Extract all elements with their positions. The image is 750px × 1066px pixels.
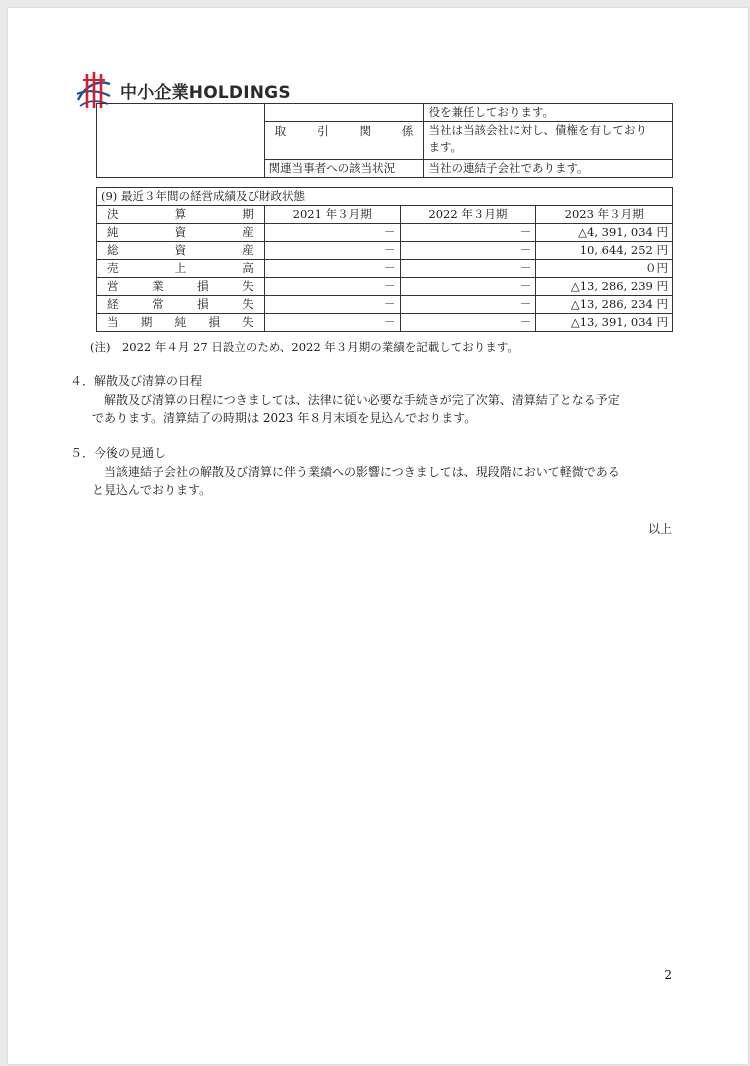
cell-label-related-party: 関連当事者への該当状況	[264, 160, 424, 178]
column-header: 2023 年３月期	[536, 206, 673, 224]
blank-cell	[97, 104, 265, 178]
table-row: 総 資 産 － － 10, 644, 252 円	[97, 242, 673, 260]
header-label: 決 算 期	[97, 206, 265, 224]
document-page	[8, 8, 748, 1064]
financial-table	[96, 187, 673, 332]
page-number: 2	[664, 968, 672, 982]
section-body-dissolution: 解散及び清算の日程につきましては、法律に従い必要な手続きが完了次第、清算結了となる予定 であります。清算結了の時期は 2023 年８月末頃を見込んでおります。	[92, 393, 620, 425]
table-row: 経 常 損 失 － － △13, 286, 234 円	[97, 296, 673, 314]
section-heading-outlook: ５．今後の見通し	[70, 446, 167, 460]
table-row: 売 上 高 － － ０円	[97, 260, 673, 278]
cell-value: 役を兼任しております。	[424, 104, 673, 122]
table-row: 当 期 純 損 失 － － △13, 391, 034 円	[97, 314, 673, 332]
section-title: (9) 最近３年間の経営成績及び財政状態	[97, 188, 673, 206]
section-body-outlook: 当該連結子会社の解散及び清算に伴う業績への影響につきましては、現段階において軽微である と見込んでおります。	[92, 465, 620, 497]
table-row: 営 業 損 失 － － △13, 286, 239 円	[97, 278, 673, 296]
section-heading-dissolution: ４．解散及び清算の日程	[70, 374, 203, 388]
table-note: (注) 2022 年４月 27 日設立のため、2022 年３月期の業績を記載しております。	[90, 340, 519, 354]
company-name: 中小企業HOLDINGS	[120, 82, 291, 103]
table-row: 純 資 産 － － △4, 391, 034 円	[97, 224, 673, 242]
cell-value-transaction: 当社は当該会社に対し、債権を有しており ます。	[424, 122, 673, 160]
column-header: 2022 年３月期	[400, 206, 536, 224]
cell-label-transaction: 取 引 関 係	[264, 122, 424, 160]
blank-cell	[264, 104, 424, 122]
related-party-table	[96, 103, 673, 178]
closing-mark: 以上	[647, 522, 672, 536]
cell-value-related-party: 当社の連結子会社であります。	[424, 160, 673, 178]
column-header: 2021 年３月期	[264, 206, 400, 224]
